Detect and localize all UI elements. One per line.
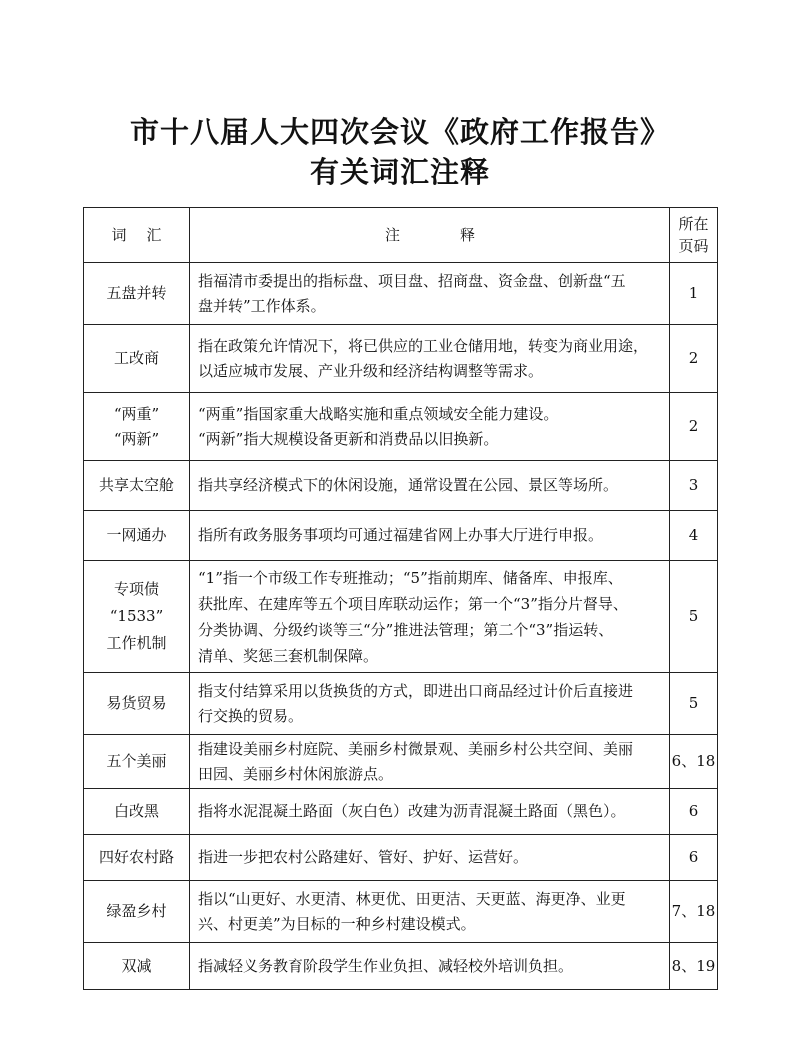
term-text: 共享太空舱 <box>98 476 174 494</box>
table-row <box>84 325 718 393</box>
note-text: 分类协调、分级约谈等三“分”推进法管理；第二个“3”指运转、 <box>198 620 614 639</box>
note-text: 兴、村更美”为目标的一种乡村建设模式。 <box>198 914 476 933</box>
term-text: 绿盈乡村 <box>106 902 167 920</box>
table-row <box>84 263 718 325</box>
term-text: 白改黑 <box>113 802 159 820</box>
table-row <box>84 461 718 511</box>
table-row <box>84 393 718 461</box>
table-row <box>84 943 718 990</box>
note-text: 指将水泥混凝土路面（灰白色）改建为沥青混凝土路面（黑色）。 <box>198 802 626 820</box>
page-number: 8、19 <box>670 943 718 990</box>
note-cell <box>190 789 670 835</box>
note-cell <box>190 461 670 511</box>
page-number: 6 <box>670 789 718 835</box>
term-cell <box>84 943 190 990</box>
table-row <box>84 511 718 561</box>
title-line-2: 有关词汇注释 <box>309 155 490 189</box>
glossary-table <box>83 207 718 990</box>
note-cell <box>190 835 670 881</box>
term-cell <box>84 393 190 461</box>
term-text: 一网通办 <box>106 526 167 544</box>
table-row <box>84 881 718 943</box>
table-row <box>84 735 718 789</box>
note-cell <box>190 735 670 789</box>
term-cell <box>84 881 190 943</box>
header-page-line-1: 所在 <box>678 215 709 233</box>
page-number: 4 <box>670 511 718 561</box>
note-text: “1”指一个市级工作专班推动；“5”指前期库、储备库、申报库、 <box>198 568 623 587</box>
note-cell <box>190 263 670 325</box>
page-number: 7、18 <box>670 881 718 943</box>
term-text: 双减 <box>121 956 152 975</box>
header-page-line-2: 页码 <box>678 237 709 255</box>
term-cell <box>84 789 190 835</box>
header-page <box>670 208 718 263</box>
header-note: 注释 <box>190 208 670 263</box>
note-text: 指支付结算采用以货换货的方式，即进出口商品经过计价后直接进 <box>198 681 634 700</box>
term-cell <box>84 835 190 881</box>
document-title <box>0 112 800 192</box>
term-text: 专项债 <box>113 580 159 598</box>
header-row <box>84 208 718 263</box>
term-text: “两重” <box>113 404 160 423</box>
note-cell <box>190 673 670 735</box>
table-row <box>84 789 718 835</box>
term-cell <box>84 461 190 511</box>
term-text: “1533” <box>109 607 164 625</box>
note-text: 行交换的贸易。 <box>198 706 304 725</box>
note-text: 指共享经济模式下的休闲设施，通常设置在公园、景区等场所。 <box>198 476 619 494</box>
note-text: 清单、奖惩三套机制保障。 <box>198 646 379 665</box>
term-cell <box>84 511 190 561</box>
term-cell <box>84 673 190 735</box>
note-text: 指减轻义务教育阶段学生作业负担、减轻校外培训负担。 <box>198 956 574 975</box>
page-number: 6、18 <box>670 735 718 789</box>
term-cell <box>84 325 190 393</box>
note-text: “两重”指国家重大战略实施和重点领域安全能力建设。 <box>198 404 559 423</box>
note-text: 田园、美丽乡村休闲旅游点。 <box>198 764 394 783</box>
note-text: 盘并转”工作体系。 <box>198 296 326 315</box>
page-number: 3 <box>670 461 718 511</box>
table-row <box>84 673 718 735</box>
table-row <box>84 835 718 881</box>
table-row <box>84 561 718 673</box>
note-text: 指在政策允许情况下，将已供应的工业仓储用地，转变为商业用途， <box>198 336 649 355</box>
note-text: 指进一步把农村公路建好、管好、护好、运营好。 <box>198 848 529 866</box>
term-text: 易货贸易 <box>106 694 167 712</box>
term-cell <box>84 735 190 789</box>
glossary-body <box>84 263 718 990</box>
note-cell <box>190 881 670 943</box>
page-number: 2 <box>670 325 718 393</box>
page-number: 1 <box>670 263 718 325</box>
note-text: 指建设美丽乡村庭院、美丽乡村微景观、美丽乡村公共空间、美丽 <box>198 739 634 758</box>
note-text: 指以“山更好、水更清、林更优、田更洁、天更蓝、海更净、业更 <box>198 889 626 908</box>
header-term: 词汇 <box>84 208 190 263</box>
note-text: 以适应城市发展、产业升级和经济结构调整等需求。 <box>198 361 544 380</box>
term-cell <box>84 561 190 673</box>
note-cell <box>190 561 670 673</box>
term-text: “两新” <box>113 429 160 448</box>
title-line-1: 市十八届人大四次会议《政府工作报告》 <box>129 115 670 149</box>
term-cell <box>84 263 190 325</box>
page-number: 2 <box>670 393 718 461</box>
note-text: “两新”指大规模设备更新和消费品以旧换新。 <box>198 429 499 448</box>
note-cell <box>190 511 670 561</box>
note-cell <box>190 325 670 393</box>
note-cell <box>190 393 670 461</box>
term-text: 工作机制 <box>106 634 167 652</box>
page-number: 5 <box>670 673 718 735</box>
term-text: 工改商 <box>113 349 159 367</box>
page-number: 6 <box>670 835 718 881</box>
term-text: 五盘并转 <box>106 284 167 302</box>
page-number: 5 <box>670 561 718 673</box>
note-cell <box>190 943 670 990</box>
term-text: 五个美丽 <box>106 752 167 770</box>
term-text: 四好农村路 <box>98 848 174 866</box>
note-text: 获批库、在建库等五个项目库联动运作；第一个“3”指分片督导、 <box>198 594 628 613</box>
note-text: 指福清市委提出的指标盘、项目盘、招商盘、资金盘、创新盘“五 <box>198 271 626 290</box>
note-text: 指所有政务服务事项均可通过福建省网上办事大厅进行申报。 <box>198 526 604 544</box>
